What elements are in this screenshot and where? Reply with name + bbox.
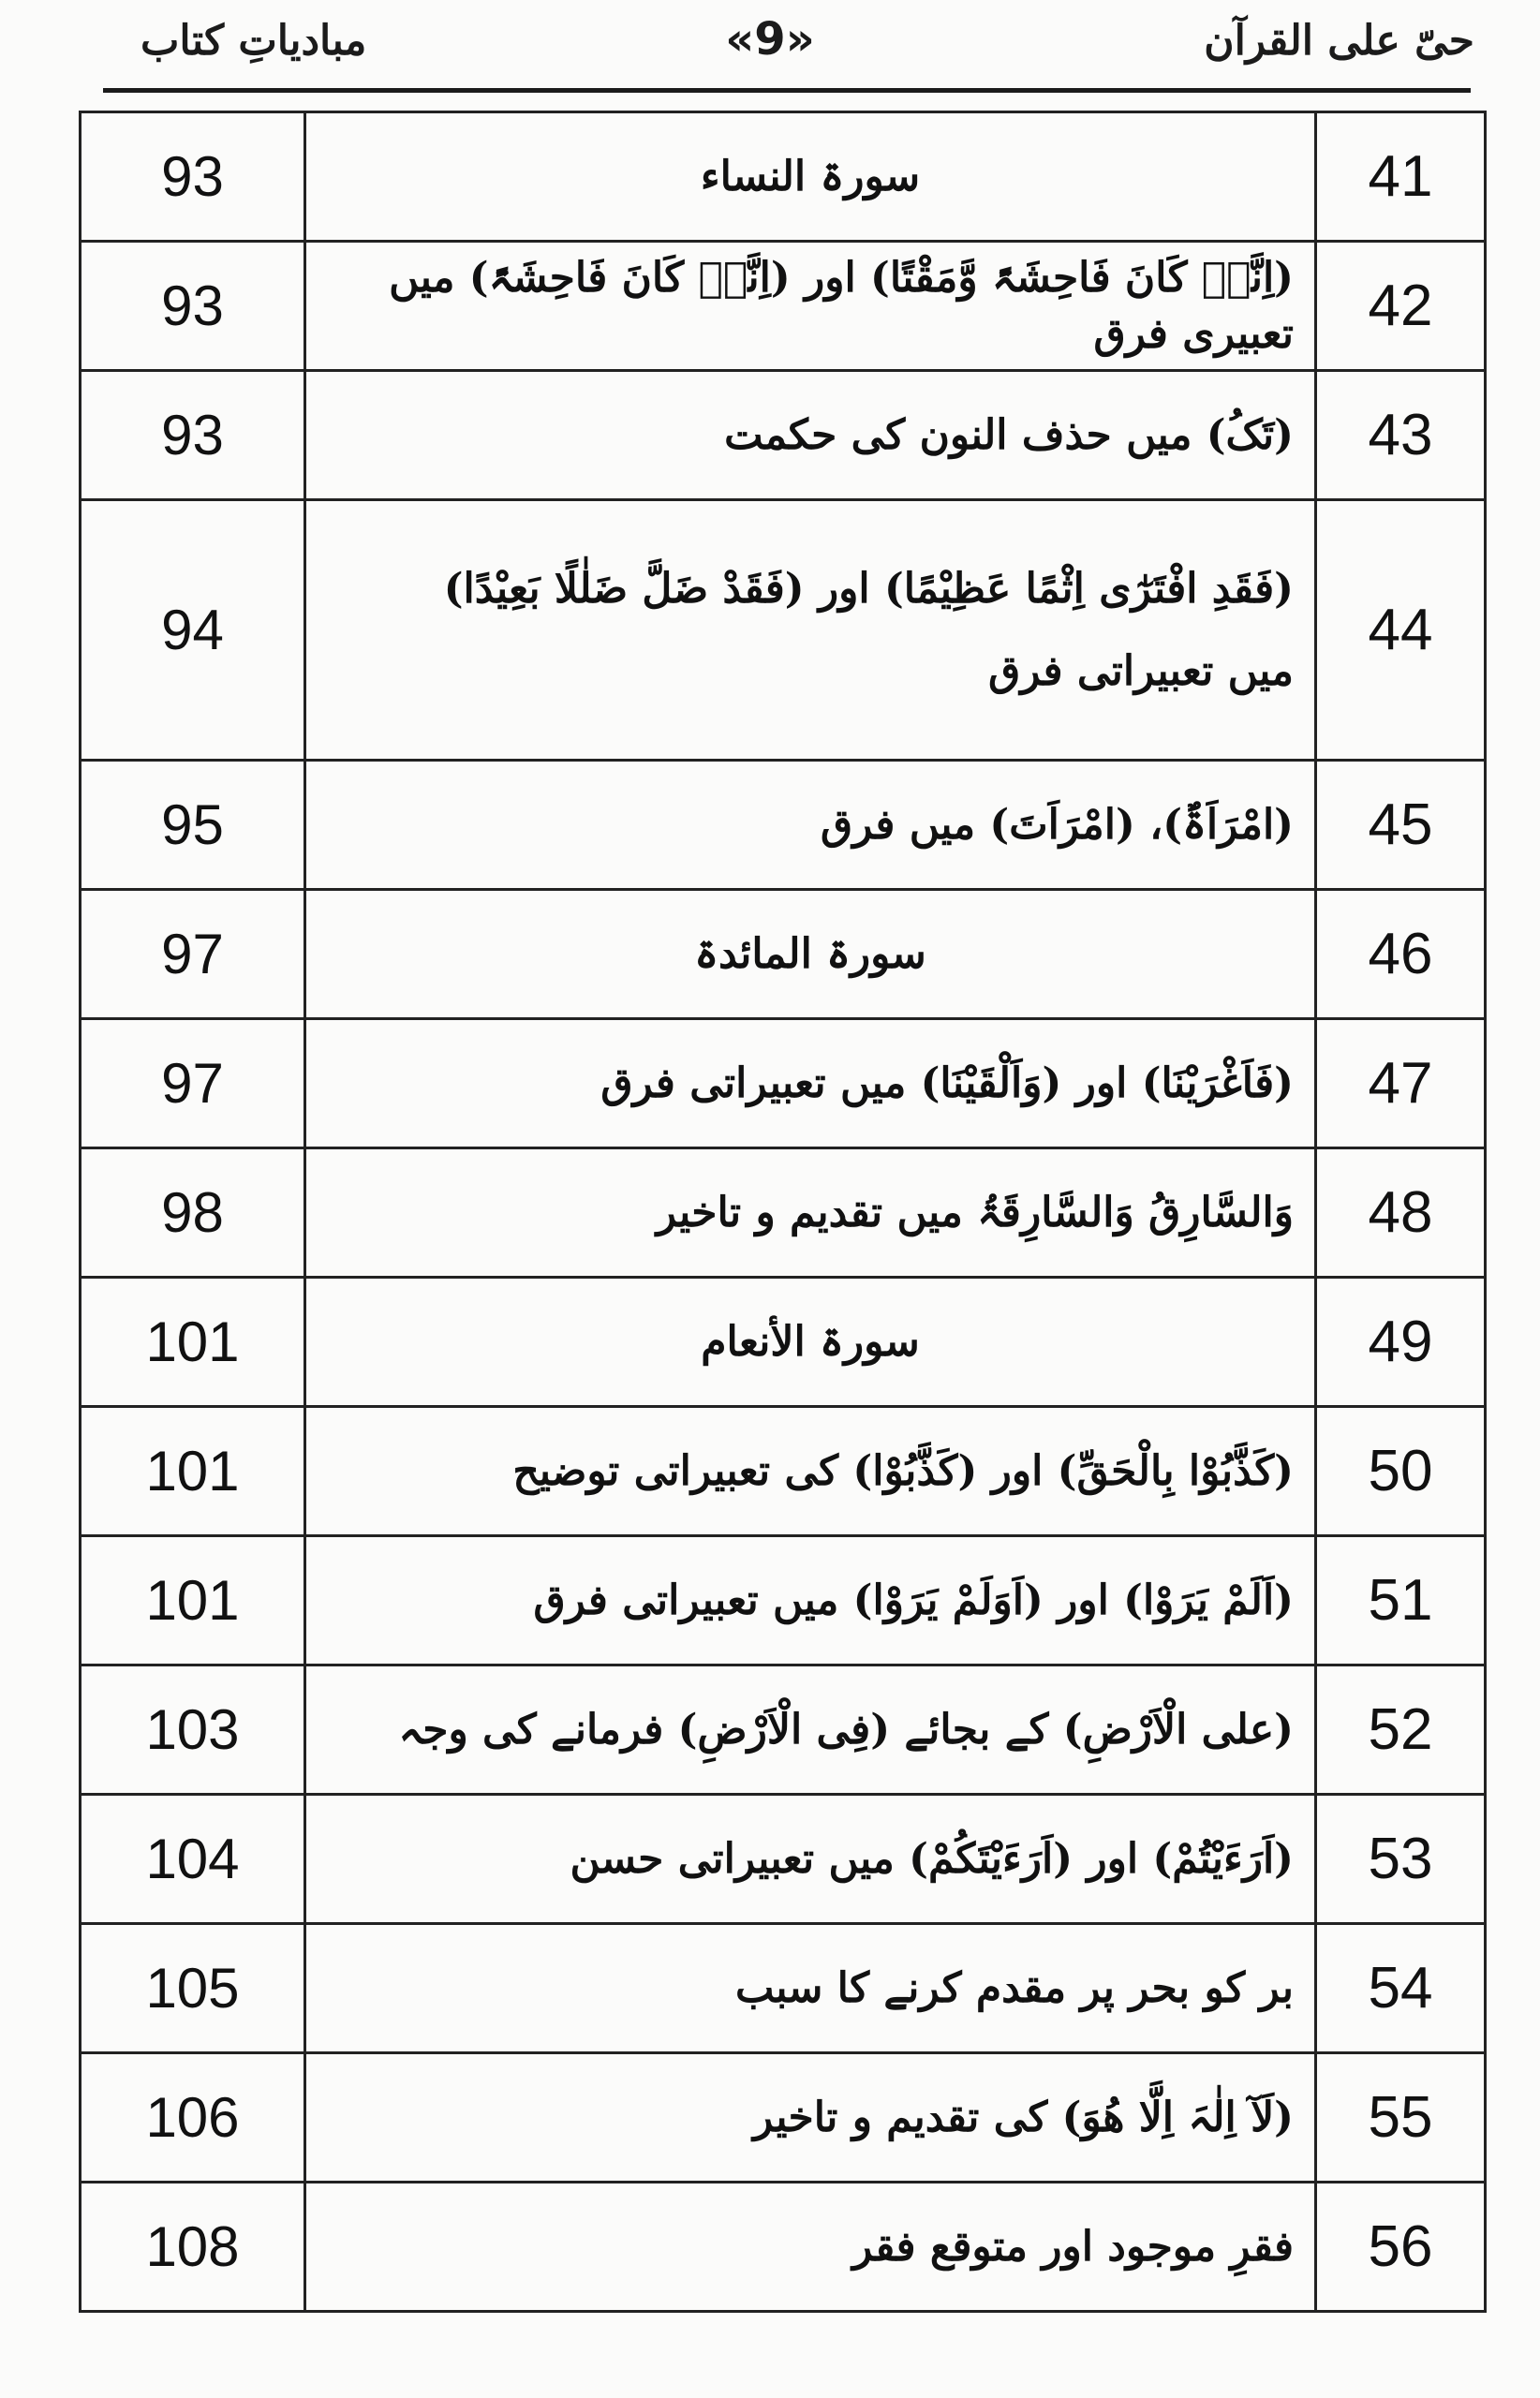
toc-row [81,890,1486,1019]
toc-item-number: 53 [1316,1795,1486,1924]
toc-item-number: 44 [1316,500,1486,761]
toc-item-number: 45 [1316,761,1486,890]
toc-title: (فَاَغْرَیْنَا) اور (وَاَلْقَیْنَا) میں تعبیراتی فرق [305,1019,1316,1148]
toc-title: (تَکُ) میں حذف النون کی حکمت [305,371,1316,500]
toc-row [81,1278,1486,1407]
toc-title: فقرِ موجود اور متوقع فقر [305,2183,1316,2312]
toc-page-number: 106 [81,2053,305,2183]
toc-item-number: 42 [1316,242,1486,371]
header-rule [103,88,1471,93]
toc-row [81,1795,1486,1924]
toc-page-number: 108 [81,2183,305,2312]
toc-page-number: 97 [81,1019,305,1148]
toc-row [81,2183,1486,2312]
toc-page-number: 95 [81,761,305,890]
toc-row [81,1148,1486,1278]
toc-item-number: 51 [1316,1536,1486,1665]
toc-row [81,2053,1486,2183]
toc-page-number: 103 [81,1665,305,1795]
toc-row [81,1407,1486,1536]
toc-title: (اَلَمْ یَرَوْا) اور (اَوَلَمْ یَرَوْا) میں تعبیراتی فرق [305,1536,1316,1665]
toc-heading: سورۃ المائدۃ [305,890,1316,1019]
toc-title-line-1: (فَقَدِ افْتَرٰٓی اِثْمًا عَظِیْمًا) اور (فَقَدْ ضَلَّ ضَلٰلًا بَعِیْدًا) [443,565,1294,614]
toc-item-number: 56 [1316,2183,1486,2312]
page-number: «9» [725,13,815,66]
toc-row [81,761,1486,890]
toc-title: (اِنَّہٗ کَانَ فَاحِشَۃً وَّمَقْتًا) اور (اِنَّہٗ کَانَ فَاحِشَۃً) میں تعبیری فرق [305,242,1316,371]
toc-title: وَالسَّارِقُ وَالسَّارِقَۃُ میں تقدیم و تاخیر [305,1148,1316,1278]
toc-item-number: 54 [1316,1924,1486,2053]
toc-title: (کَذَّبُوْا بِالْحَقِّ) اور (کَذَّبُوْا) کی تعبیراتی توضیح [305,1407,1316,1536]
toc-page-number: 93 [81,242,305,371]
toc-page-number: 101 [81,1536,305,1665]
toc-page-number: 101 [81,1278,305,1407]
toc-row [81,371,1486,500]
table-of-contents [79,111,1487,2313]
toc-title-multiline [305,500,1316,761]
toc-page-number: 93 [81,112,305,242]
toc-page-number: 104 [81,1795,305,1924]
toc-title: (امْرَاَۃٌ)، (امْرَاَتَ) میں فرق [305,761,1316,890]
toc-item-number: 43 [1316,371,1486,500]
toc-title: بر کو بحر پر مقدم کرنے کا سبب [305,1924,1316,2053]
toc-row [81,1665,1486,1795]
toc-row [81,1924,1486,2053]
toc-item-number: 52 [1316,1665,1486,1795]
toc-title: (اَرَءَیْتُمْ) اور (اَرَءَیْتَکُمْ) میں تعبیراتی حسن [305,1795,1316,1924]
section-title: مبادیاتِ کتاب [141,17,367,65]
toc-row [81,1536,1486,1665]
toc-item-number: 49 [1316,1278,1486,1407]
toc-page-number: 98 [81,1148,305,1278]
toc-item-number: 41 [1316,112,1486,242]
toc-item-number: 50 [1316,1407,1486,1536]
toc-row [81,1019,1486,1148]
toc-page-number: 101 [81,1407,305,1536]
toc-title: (علی الْاَرْضِ) کے بجائے (فِی الْاَرْضِ) فرمانے کی وجہ [305,1665,1316,1795]
toc-row [81,112,1486,242]
toc-item-number: 46 [1316,890,1486,1019]
toc-row [81,500,1486,761]
toc-row [81,242,1486,371]
toc-title: (لَآ اِلٰہَ اِلَّا ھُوَ) کی تقدیم و تاخیر [305,2053,1316,2183]
toc-item-number: 48 [1316,1148,1486,1278]
toc-title-line-2: میں تعبیراتی فرق [988,646,1294,695]
toc-item-number: 47 [1316,1019,1486,1148]
toc-page-number: 105 [81,1924,305,2053]
toc-page-number: 97 [81,890,305,1019]
page-header [0,0,1540,94]
toc-heading: سورۃ الأنعام [305,1278,1316,1407]
book-title: حیّ علی القرآن [1204,17,1474,65]
toc-page-number: 93 [81,371,305,500]
toc-item-number: 55 [1316,2053,1486,2183]
toc-heading: سورۃ النساء [305,112,1316,242]
toc-page-number: 94 [81,500,305,761]
